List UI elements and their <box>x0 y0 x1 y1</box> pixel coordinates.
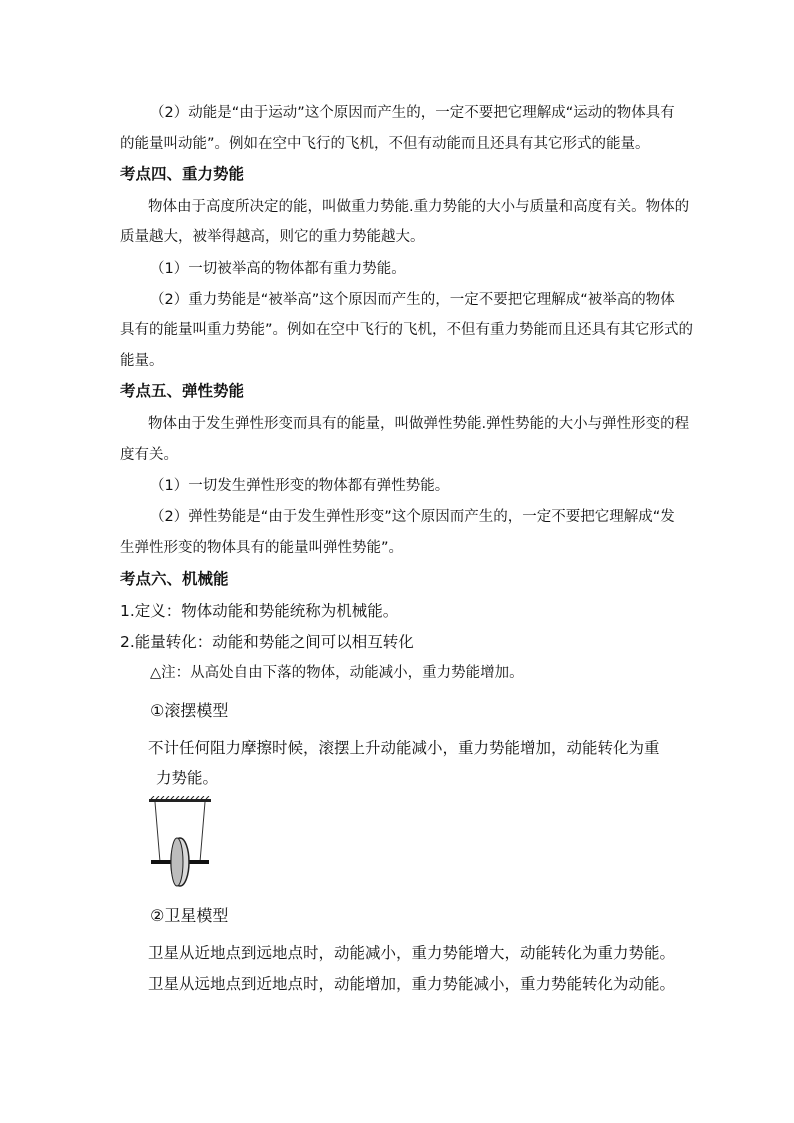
subheading-satellite-model: ②卫星模型 <box>150 906 229 925</box>
paragraph-kinetic-note-line1: （2）动能是“由于运动”这个原因而产生的，一定不要把它理解成“运动的物体具有 <box>150 105 675 121</box>
paragraph-gpe-definition-line1: 物体由于高度所决定的能，叫做重力势能.重力势能的大小与质量和高度有关。物体的 <box>148 199 690 215</box>
paragraph-mechanical-definition: 1.定义：物体动能和势能统称为机械能。 <box>120 602 399 620</box>
paragraph-note-free-fall: △注：从高处自由下落的物体，动能减小，重力势能增加。 <box>150 665 524 681</box>
maxwell-wheel-figure <box>149 796 211 892</box>
paragraph-gpe-point2-line2: 具有的能量叫重力势能”。例如在空中飞行的飞机，不但有重力势能而且还具有其它形式的 <box>120 322 694 338</box>
paragraph-gpe-point2-line1: （2）重力势能是“被举高”这个原因而产生的，一定不要把它理解成“被举高的物体 <box>150 292 675 308</box>
paragraph-satellite-line1: 卫星从近地点到远地点时，动能减小，重力势能增大，动能转化为重力势能。 <box>148 944 676 962</box>
paragraph-gpe-point1: （1）一切被举高的物体都有重力势能。 <box>150 261 406 277</box>
paragraph-epe-point1: （1）一切发生弹性形变的物体都有弹性势能。 <box>150 478 450 494</box>
paragraph-epe-definition-line2: 度有关。 <box>120 447 178 463</box>
paragraph-gpe-point2-line3: 能量。 <box>120 353 164 369</box>
heading-gravitational-potential-energy: 考点四、重力势能 <box>120 165 245 183</box>
paragraph-kinetic-note-line2: 的能量叫动能”。例如在空中飞行的飞机，不但有动能而且还具有其它形式的能量。 <box>120 136 650 152</box>
paragraph-epe-point2-line1: （2）弹性势能是“由于发生弹性形变”这个原因而产生的，一定不要把它理解成“发 <box>150 509 675 525</box>
paragraph-gpe-definition-line2: 质量越大，被举得越高，则它的重力势能越大。 <box>120 229 425 245</box>
paragraph-maxwell-wheel-line1: 不计任何阻力摩擦时候，滚摆上升动能减小，重力势能增加，动能转化为重 <box>148 739 660 757</box>
heading-elastic-potential-energy: 考点五、弹性势能 <box>120 382 245 400</box>
paragraph-epe-point2-line2: 生弹性形变的物体具有的能量叫弹性势能”。 <box>120 540 404 556</box>
heading-mechanical-energy: 考点六、机械能 <box>120 570 229 588</box>
paragraph-maxwell-wheel-line2: 力势能。 <box>156 769 219 787</box>
paragraph-energy-conversion: 2.能量转化：动能和势能之间可以相互转化 <box>120 633 414 651</box>
subheading-maxwell-wheel-model: ①滚摆模型 <box>150 701 229 720</box>
paragraph-satellite-line2: 卫星从远地点到近地点时，动能增加，重力势能减小，重力势能转化为动能。 <box>148 975 676 993</box>
paragraph-epe-definition-line1: 物体由于发生弹性形变而具有的能量，叫做弹性势能.弹性势能的大小与弹性形变的程 <box>148 416 690 432</box>
